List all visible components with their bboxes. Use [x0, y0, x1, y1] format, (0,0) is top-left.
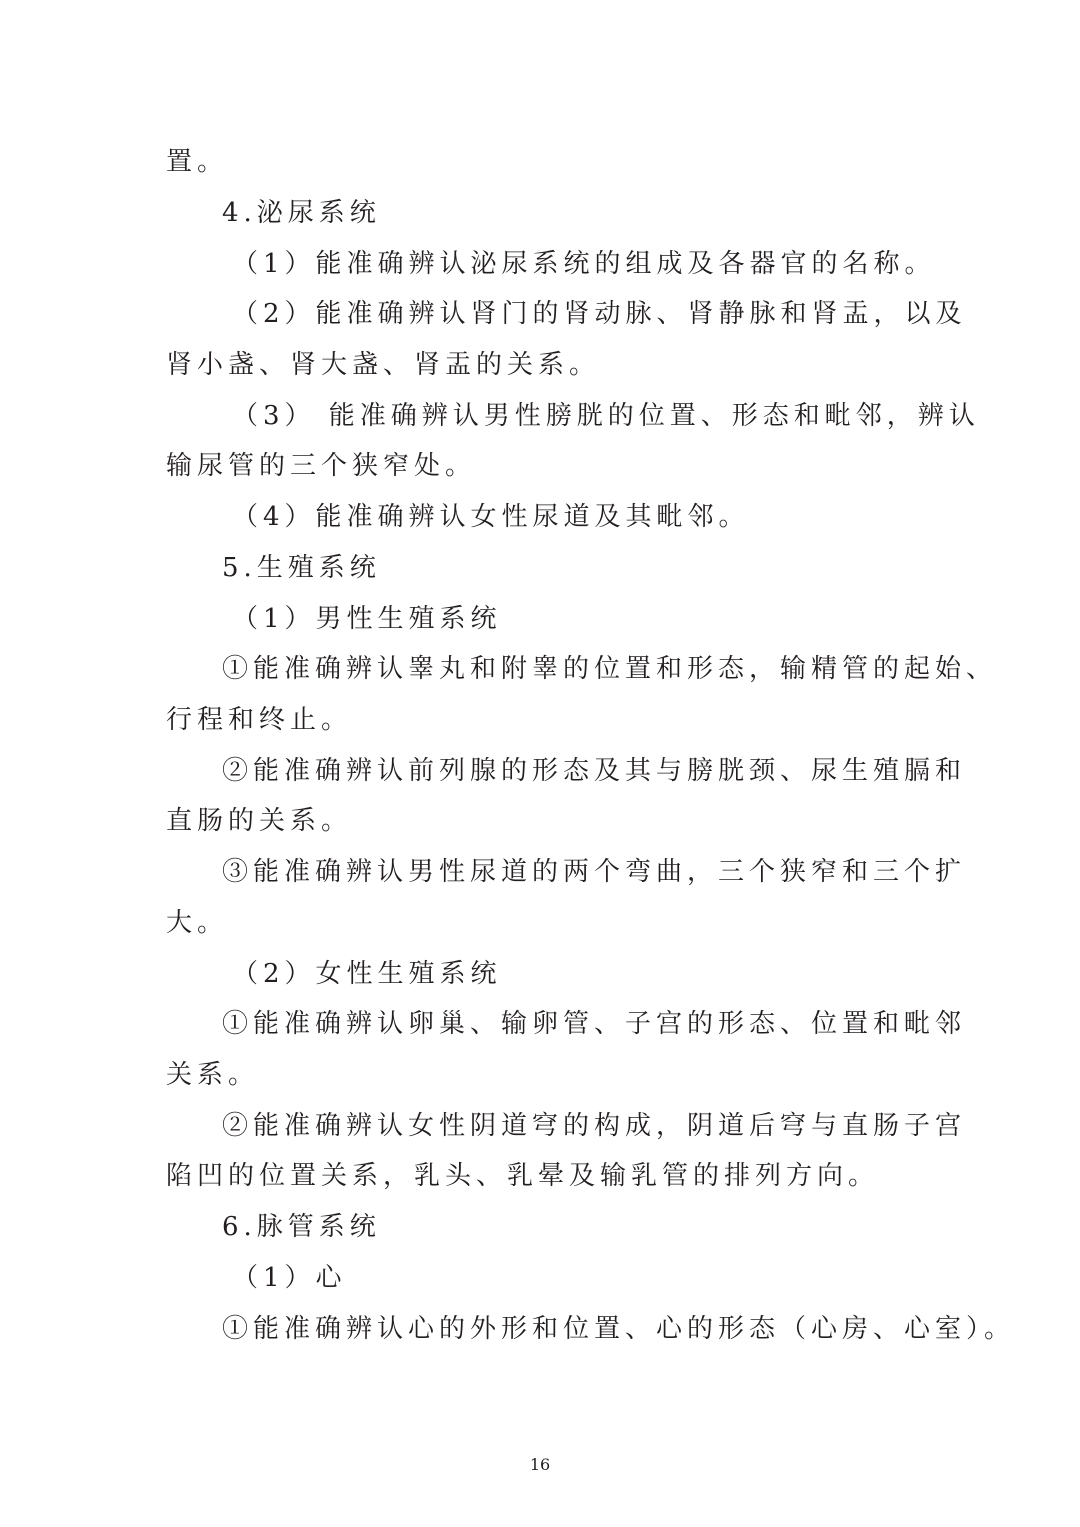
- text-line: 行程和终止。: [166, 705, 353, 735]
- text-line: ②能准确辨认前列腺的形态及其与膀胱颈、尿生殖膈和: [222, 756, 967, 786]
- text-line: 大。: [166, 908, 229, 938]
- subsection-heading: （1）男性生殖系统: [232, 604, 502, 634]
- text-line: 陷凹的位置关系，乳头、乳晕及输乳管的排列方向。: [166, 1161, 880, 1191]
- text-line: ①能准确辨认睾丸和附睾的位置和形态，输精管的起始、: [222, 654, 998, 684]
- text-line: ③能准确辨认男性尿道的两个弯曲，三个狭窄和三个扩: [222, 857, 967, 887]
- text-line: 置。: [166, 147, 229, 177]
- section-heading-urinary: 4.泌尿系统: [222, 198, 381, 228]
- subsection-heading: （1）心: [232, 1263, 347, 1293]
- text-line: 直肠的关系。: [166, 806, 353, 836]
- text-line: （2）能准确辨认肾门的肾动脉、肾静脉和肾盂，以及: [232, 299, 967, 329]
- section-heading-reproductive: 5.生殖系统: [222, 553, 381, 583]
- text-line: （1）能准确辨认泌尿系统的组成及各器官的名称。: [232, 249, 936, 279]
- section-heading-vascular: 6.脉管系统: [222, 1212, 381, 1242]
- text-line: 输尿管的三个狭窄处。: [166, 451, 477, 481]
- text-line: （4）能准确辨认女性尿道及其毗邻。: [232, 502, 750, 532]
- text-line: ①能准确辨认心的外形和位置、心的形态（心房、心室）。: [222, 1314, 1016, 1344]
- text-line: ②能准确辨认女性阴道穹的构成，阴道后穹与直肠子宫: [222, 1111, 967, 1141]
- text-line: （3） 能准确辨认男性膀胱的位置、形态和毗邻，辨认: [232, 401, 980, 431]
- text-line: 肾小盏、肾大盏、肾盂的关系。: [166, 350, 601, 380]
- subsection-heading: （2）女性生殖系统: [232, 959, 502, 989]
- page-number: 16: [529, 1455, 551, 1474]
- text-line: 关系。: [166, 1060, 260, 1090]
- text-line: ①能准确辨认卵巢、输卵管、子宫的形态、位置和毗邻: [222, 1009, 967, 1039]
